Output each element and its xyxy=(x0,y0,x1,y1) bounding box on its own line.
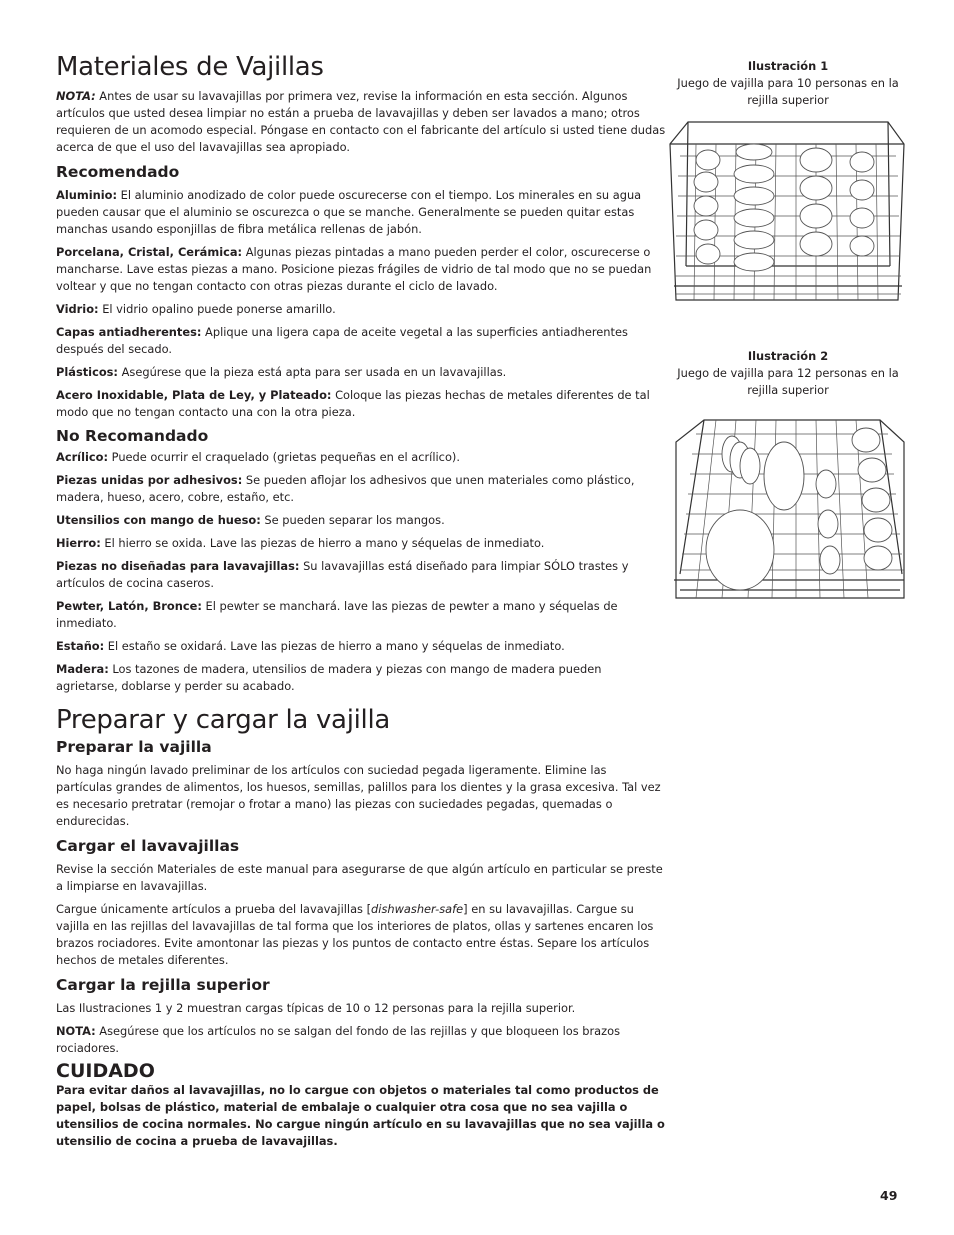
norec-hueso-text: Se pueden separar los mangos. xyxy=(260,513,445,527)
norec-pewter-text: El pewter se manchará. lave las piezas de pewter a mano y séquelas de inmediato. xyxy=(56,599,618,630)
norec-estano-text: El estaño se oxidará. Lave las piezas de hierro a mano y séquelas de inmediato. xyxy=(104,639,565,653)
rec-vidrio xyxy=(56,301,666,318)
recommended-heading: Recomendado xyxy=(56,163,180,181)
upper-heading: Cargar la rejilla superior xyxy=(56,976,270,994)
load-text-2b: ] en su lavavajillas. Cargue su vajilla en las rejillas del lavavajillas de tal forma que los interiores de platos, ollas y sartenes encaren los brazos rociadores. Evite amontonar las piezas y los puntos de contacto entre éstas. Separe los artículos hechos de metales diferentes. xyxy=(56,902,654,967)
figure-1-caption: Juego de vajilla para 10 personas en la rejilla superior xyxy=(677,76,899,107)
rec-acero-label: Acero Inoxidable, Plata de Ley, y Plateado: xyxy=(56,388,332,402)
norec-piezas-text: Su lavavajillas está diseñado para limpiar SÓLO trastes y artículos de cocina caseros. xyxy=(56,559,629,590)
prep-text: No haga ningún lavado preliminar de los artículos con suciedad pegada ligeramente. Elimine las partículas grandes de alimentos, los huesos, semillas, palillos para los dientes y la grasa excesiva. Tal vez es necesario pretratar (remojar o frotar a mano) las piezas con suciedades pegadas, quemadas o endurecidas. xyxy=(56,763,661,828)
rec-acero xyxy=(56,387,666,421)
rec-aluminio-text: El aluminio anodizado de color puede oscurecerse con el tiempo. Los minerales en su agua pueden causar que el aluminio se oscurezca o que se manche. Generalmente se pueden quitar estas manchas usando esponjillas de fibra metálica rellenas de jabón. xyxy=(56,188,642,236)
load-text-2 xyxy=(56,901,666,969)
norec-hierro xyxy=(56,535,666,552)
norec-hierro-label: Hierro: xyxy=(56,536,101,550)
rec-plasticos-label: Plásticos: xyxy=(56,365,118,379)
norec-adhesivos-label: Piezas unidas por adhesivos: xyxy=(56,473,243,487)
caution-heading: CUIDADO xyxy=(56,1060,155,1082)
main-column xyxy=(56,50,666,1150)
upper-text-a: Las xyxy=(56,1001,79,1015)
rec-porcelana xyxy=(56,244,666,295)
norec-acrilico-text: Puede ocurrir el craquelado (grietas pequeñas en el acrílico). xyxy=(108,450,460,464)
norec-estano-label: Estaño: xyxy=(56,639,105,653)
load-text-2-italic: dishwasher-safe xyxy=(371,902,464,916)
upper-note xyxy=(56,1023,666,1057)
note-label: NOTA: xyxy=(56,89,96,103)
rec-porcelana-label: Porcelana, Cristal, Cerámica: xyxy=(56,245,243,259)
norec-hueso-label: Utensilios con mango de hueso: xyxy=(56,513,261,527)
norec-acrilico-label: Acrílico: xyxy=(56,450,109,464)
norec-piezas xyxy=(56,558,666,592)
load-text-2a: Cargue únicamente artículos a prueba del lavavajillas [ xyxy=(56,902,372,916)
upper-note-text: Asegúrese que los artículos no se salgan del fondo de las rejillas y que bloqueen los brazos rociadores. xyxy=(56,1024,621,1055)
prep-heading: Preparar la vajilla xyxy=(56,738,212,756)
figure-2-title: Ilustración 2 xyxy=(747,349,829,363)
norec-hueso xyxy=(56,512,666,529)
norec-piezas-label: Piezas no diseñadas para lavavajillas: xyxy=(56,559,300,573)
note-text: Antes de usar su lavavajillas por primera vez, revise la información en esta sección. Algunos artículos que usted desea limpiar no están a prueba de lavavajillas y deben ser lavados a mano; otros requieren de un acomodo especial. Póngase en contacto con el fabricante del artículo si usted tiene dudas acerca de que el uso del lavavajillas sea apropiado. xyxy=(56,89,666,154)
caution-text: Para evitar daños al lavavajillas, no lo cargue con objetos o materiales tal como productos de papel, bolsas de plástico, material de embalaje o cualquier otra cosa que no sea vajilla o utensilios de cocina normales. No cargue ningún artículo en su lavavajillas que no sea vajilla o utensilio de cocina a prueba de lavavajillas. xyxy=(56,1083,665,1148)
materials-note xyxy=(56,88,666,156)
norec-adhesivos-text: Se pueden aflojar los adhesivos que unen materiales como plástico, madera, hueso, acero, cobre, estaño, etc. xyxy=(56,473,635,504)
rec-aluminio xyxy=(56,187,666,238)
not-recommended-heading: No Recomandado xyxy=(56,427,209,445)
load-text-1: Revise la sección Materiales de este manual para asegurarse de que algún artículo en particular se preste a limpiarse en lavavajillas. xyxy=(56,862,663,893)
rec-porcelana-text: Algunas piezas pintadas a mano pueden perder el color, oscurecerse o mancharse. Lave estas piezas a mano. Posicione piezas frágiles de vidrio de tal modo que no se puedan voltear y que no tengan contacto con otras piezas durante el ciclo de lavado. xyxy=(56,245,652,293)
rec-vidrio-label: Vidrio: xyxy=(56,302,99,316)
upper-text xyxy=(56,1000,666,1017)
rack-illustration-2 xyxy=(666,414,910,604)
rec-capas xyxy=(56,324,666,358)
figure-1 xyxy=(666,58,910,109)
rec-aluminio-label: Aluminio: xyxy=(56,188,117,202)
upper-text-b: 1 y 2 muestran cargas típicas de 10 o 12 personas para la rejilla superior. xyxy=(151,1001,576,1015)
figure-2-caption: Juego de vajilla para 12 personas en la rejilla superior xyxy=(677,366,899,397)
rec-plasticos-text: Asegúrese que la pieza está apta para ser usada en un lavavajillas. xyxy=(117,365,507,379)
upper-text-bold: Ilustraciones xyxy=(78,1001,152,1015)
norec-acrilico xyxy=(56,449,666,466)
materials-title: Materiales de Vajillas xyxy=(56,52,324,82)
rec-capas-text: Aplique una ligera capa de aceite vegetal a las superficies antiadherentes después del secado. xyxy=(56,325,628,356)
norec-adhesivos xyxy=(56,472,666,506)
rec-vidrio-text: El vidrio opalino puede ponerse amarillo. xyxy=(98,302,336,316)
figure-1-title: Ilustración 1 xyxy=(747,59,829,73)
rack-illustration-1 xyxy=(666,116,910,306)
norec-madera-label: Madera: xyxy=(56,662,109,676)
upper-note-label: NOTA: xyxy=(56,1024,96,1038)
norec-madera xyxy=(56,661,666,695)
norec-pewter xyxy=(56,598,666,632)
norec-madera-text: Los tazones de madera, utensilios de madera y piezas con mango de madera pueden agrietarse, doblarse y perder su acabado. xyxy=(56,662,602,693)
norec-pewter-label: Pewter, Latón, Bronce: xyxy=(56,599,202,613)
rec-plasticos xyxy=(56,364,666,381)
norec-estano xyxy=(56,638,666,655)
norec-hierro-text: El hierro se oxida. Lave las piezas de hierro a mano y séquelas de inmediato. xyxy=(100,536,545,550)
page-number: 49 xyxy=(880,1188,898,1203)
rec-capas-label: Capas antiadherentes: xyxy=(56,325,202,339)
load-heading: Cargar el lavavajillas xyxy=(56,837,240,855)
rec-acero-text: Coloque las piezas hechas de metales diferentes de tal modo que no tengan contacto una con la otra pieza. xyxy=(56,388,650,419)
figure-2 xyxy=(666,348,910,399)
prepare-title: Preparar y cargar la vajilla xyxy=(56,705,391,735)
